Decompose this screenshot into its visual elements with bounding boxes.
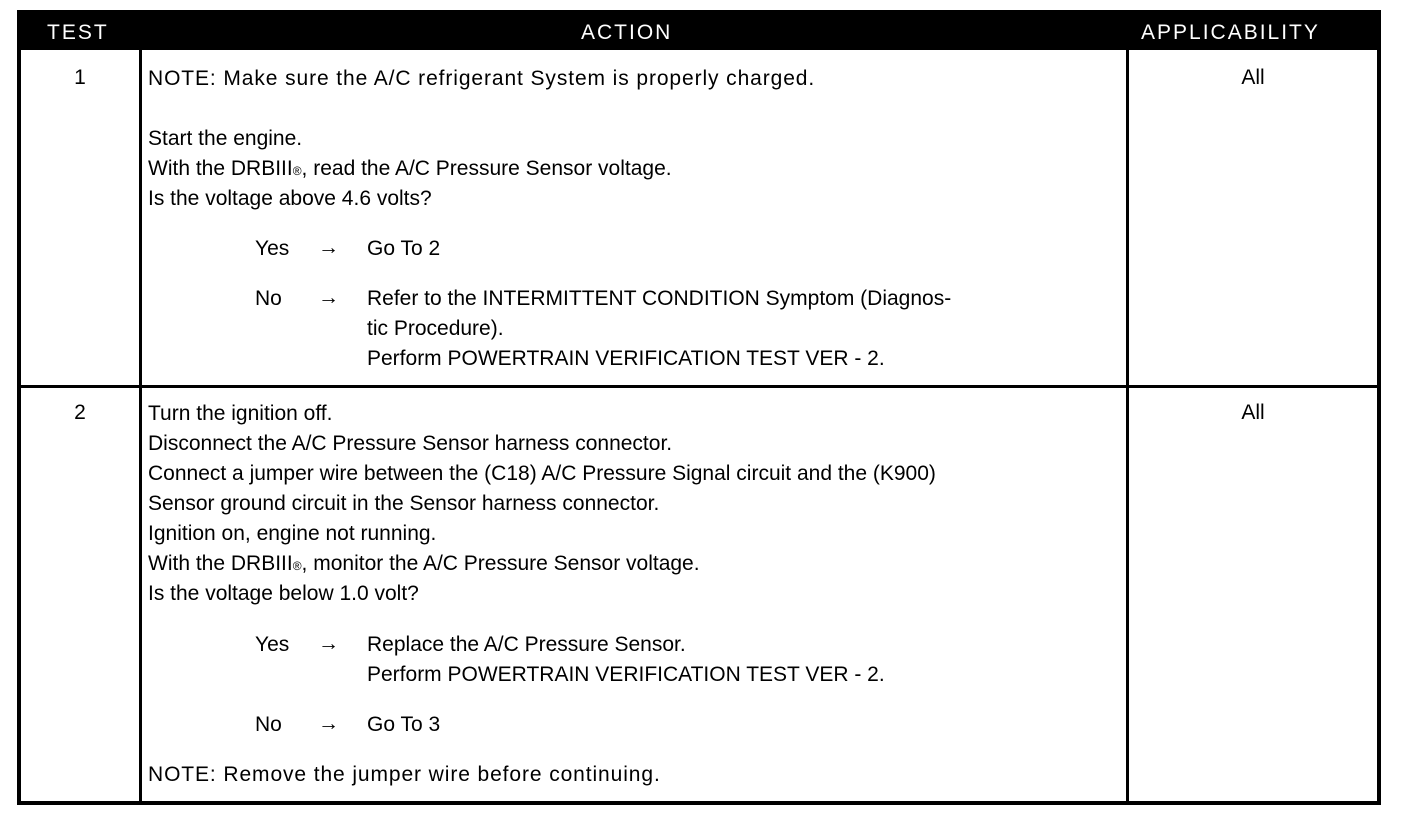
- arrow-icon: →: [318, 286, 339, 309]
- diagnostic-table: [17, 10, 1381, 805]
- arrow-icon: →: [318, 632, 339, 655]
- no-action: tic Procedure).: [367, 317, 504, 340]
- no-label: No: [255, 713, 282, 736]
- step-line: Disconnect the A/C Pressure Sensor harness connector.: [148, 432, 673, 455]
- yes-action: Replace the A/C Pressure Sensor.: [367, 633, 686, 656]
- step-line: Start the engine.: [148, 127, 303, 150]
- test-number: 2: [74, 401, 86, 424]
- table-header: [21, 14, 1377, 50]
- note: NOTE: Make sure the A/C refrigerant System is properly charged.: [148, 67, 816, 90]
- no-action: Perform POWERTRAIN VERIFICATION TEST VER - 2.: [367, 347, 885, 370]
- arrow-icon: →: [318, 712, 339, 735]
- registered-mark: ®: [292, 164, 302, 178]
- step-line: Is the voltage above 4.6 volts?: [148, 187, 432, 210]
- note: NOTE: Remove the jumper wire before continuing.: [148, 763, 661, 786]
- no-action: Go To 3: [367, 713, 441, 736]
- step-line: With the DRBIII®, monitor the A/C Pressure Sensor voltage.: [148, 552, 700, 575]
- yes-action: Perform POWERTRAIN VERIFICATION TEST VER - 2.: [367, 663, 885, 686]
- step-line: With the DRBIII®, read the A/C Pressure Sensor voltage.: [148, 157, 672, 180]
- column-divider: [139, 50, 142, 801]
- registered-mark: ®: [292, 559, 302, 573]
- header-applicability: APPLICABILITY: [1141, 21, 1320, 44]
- column-divider: [1126, 50, 1129, 801]
- test-number: 1: [74, 66, 86, 89]
- arrow-icon: →: [318, 236, 339, 259]
- no-action: Refer to the INTERMITTENT CONDITION Symptom (Diagnos-: [367, 287, 952, 310]
- step-line: Turn the ignition off.: [148, 402, 333, 425]
- yes-action: Go To 2: [367, 237, 441, 260]
- yes-label: Yes: [255, 237, 290, 260]
- yes-label: Yes: [255, 633, 290, 656]
- step-line: Is the voltage below 1.0 volt?: [148, 582, 419, 605]
- step-line: Connect a jumper wire between the (C18) A/C Pressure Signal circuit and the (K900): [148, 462, 936, 485]
- header-test: TEST: [47, 21, 109, 44]
- row-divider: [21, 385, 1377, 388]
- header-action: ACTION: [581, 21, 673, 44]
- applicability-value: All: [1241, 401, 1265, 424]
- no-label: No: [255, 287, 282, 310]
- applicability-value: All: [1241, 66, 1265, 89]
- step-line: Ignition on, engine not running.: [148, 522, 437, 545]
- step-line: Sensor ground circuit in the Sensor harness connector.: [148, 492, 660, 515]
